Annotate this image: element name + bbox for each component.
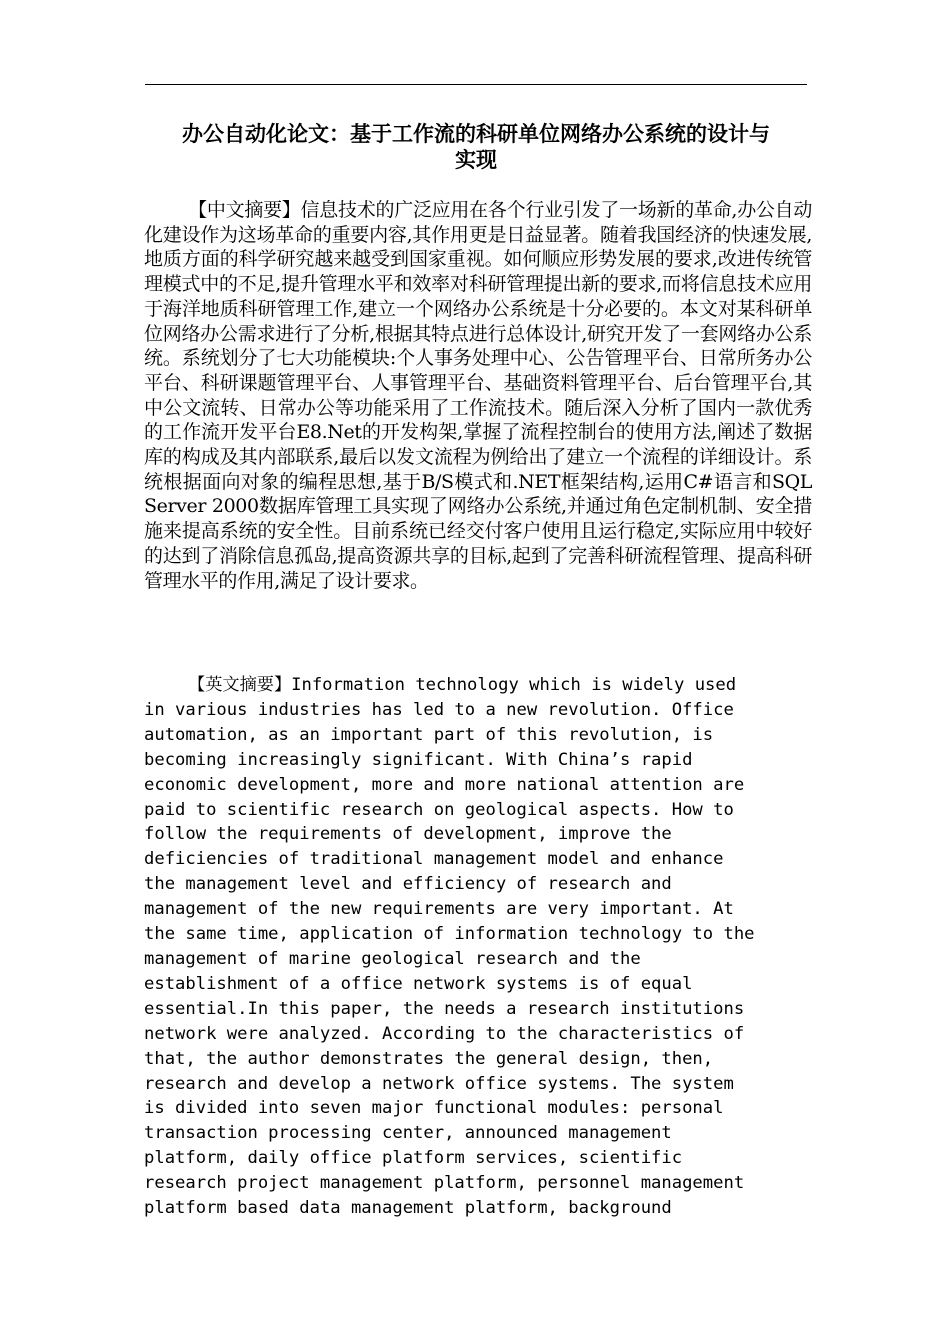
english-abstract-line: becoming increasingly significant. With China’s rapid bbox=[144, 749, 693, 770]
chinese-abstract-text: 信息技术的广泛应用在各个行业引发了一场新的革命,办公自动化建设作为这场革命的重要内容,其作用更是日益显著。随着我国经济的快速发展,地质方面的科学研究越来越受到国家重视。如何顺应形势发展的要求,改进传统管理模式中的不足,提升管理水平和效率对科研管理提出新的要求,而将信息技术应用于海洋地质科研管理工作,建立一个网络办公系统是十分必要的。本文对某科研单位网络办公需求进行了分析,根据其特点进行总体设计,研究开发了一套网络办公系统。系统划分了七大功能模块:个人事务处理中心、公告管理平台、日常所务办公平台、科研课题管理平台、人事管理平台、基础资料管理平台、后台管理平台,其中公文流转、日常办公等功能采用了工作流技术。随后深入分析了国内一款优秀的工作流开发平台E8.Net的开发构架,掌握了流程控制台的使用方法,阐述了数据库的构成及其内部联系,最后以发文流程为例给出了建立一个流程的详细设计。系统根据面向对象的编程思想,基于B/S模式和.NET框架结构,运用C#语言和SQL Server 2000数据库管理工具实现了网络办公系统,并通过角色定制机制、安全措施来提高系统的安全性。目前系统已经交付客户使用且运行稳定,实际应用中较好的达到了消除信息孤岛,提高资源共享的目标,起到了完善科研流程管理、提高科研管理水平的作用,满足了设计要求。 bbox=[144, 199, 812, 592]
english-abstract-line: research project management platform, personnel management bbox=[144, 1173, 745, 1194]
english-abstract-line: is divided into seven major functional modules: personal bbox=[144, 1098, 724, 1119]
english-abstract-line: that, the author demonstrates the general design, then, bbox=[144, 1048, 714, 1069]
title-line-1: 办公自动化论文：基于工作流的科研单位网络办公系统的设计与 bbox=[182, 121, 770, 146]
english-abstract-line: deficiencies of traditional management model and enhance bbox=[144, 849, 724, 870]
english-abstract-line: platform, daily office platform services, scientific bbox=[144, 1148, 683, 1169]
english-abstract-first-line: Information technology which is widely used bbox=[291, 675, 737, 695]
chinese-abstract-label: 【中文摘要】 bbox=[188, 199, 301, 221]
english-abstract-line: automation, as an important part of this revolution, is bbox=[144, 724, 714, 745]
english-abstract-line: follow the requirements of development, improve the bbox=[144, 824, 672, 845]
english-abstract-label: 【英文摘要】 bbox=[188, 675, 292, 695]
english-abstract-line: management of marine geological research and the bbox=[144, 948, 641, 969]
english-abstract-line: economic development, more and more national attention are bbox=[144, 774, 745, 795]
title-line-2: 实现 bbox=[455, 147, 497, 172]
english-abstract-line: the management level and efficiency of research and bbox=[144, 874, 672, 895]
english-abstract-line: essential.In this paper, the needs a research institutions bbox=[144, 998, 745, 1019]
english-abstract-line: establishment of a office network systems is of equal bbox=[144, 973, 693, 994]
english-abstract-line: paid to scientific research on geological aspects. How to bbox=[144, 799, 734, 820]
english-abstract-line: network were analyzed. According to the characteristics of bbox=[144, 1023, 745, 1044]
english-abstract-line: in various industries has led to a new revolution. Office bbox=[144, 699, 734, 720]
header-rule bbox=[145, 84, 807, 85]
english-abstract-line: management of the new requirements are very important. At bbox=[144, 899, 734, 920]
english-abstract-lines bbox=[144, 698, 808, 1221]
english-abstract bbox=[144, 673, 808, 1221]
chinese-abstract bbox=[144, 198, 812, 593]
english-abstract-line: research and develop a network office systems. The system bbox=[144, 1073, 734, 1094]
english-abstract-line: the same time, application of information technology to the bbox=[144, 924, 755, 945]
document-title bbox=[140, 121, 812, 173]
english-abstract-line: transaction processing center, announced management bbox=[144, 1123, 672, 1144]
english-abstract-line: platform based data management platform, background bbox=[144, 1198, 672, 1219]
